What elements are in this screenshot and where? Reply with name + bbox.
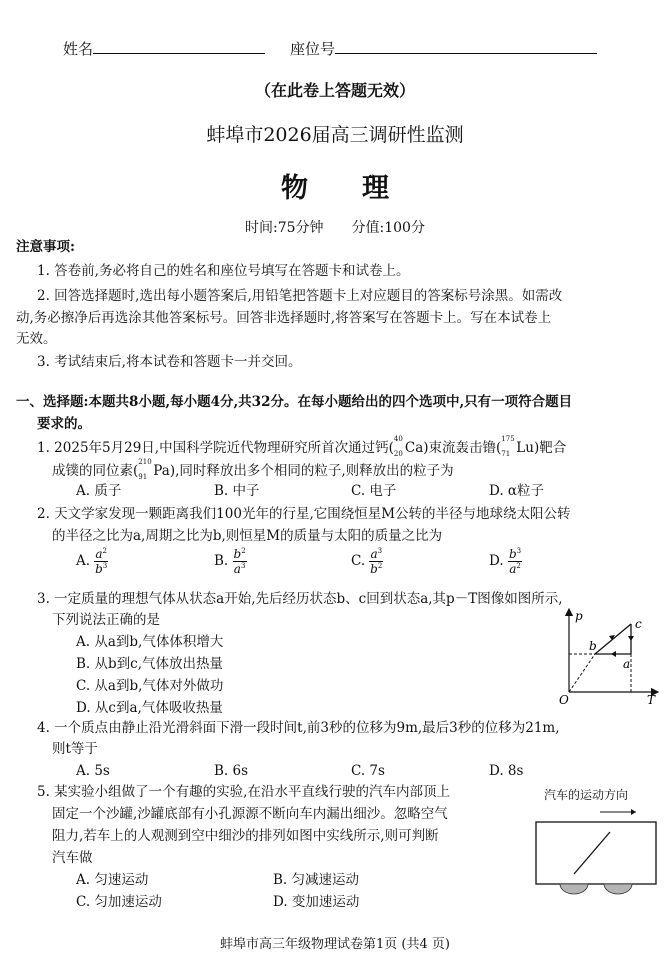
q1-option-a: A. 质子 [76, 483, 122, 499]
arrow-c-a [628, 636, 634, 641]
left-wheel [560, 884, 588, 894]
q3-pt-diagram [555, 608, 660, 708]
q1-line1: 1. 2025年5月29日,中国科学院近代物理研究所首次通过钙( 40 20 Ca)束流轰击镥( 175 71 Lu)靶合 [37, 435, 567, 458]
q4-option-c: C. 7s [351, 763, 385, 779]
car-body [536, 822, 656, 884]
label-t: T [647, 693, 656, 707]
direction-arrowhead [631, 809, 636, 815]
section1-heading: 一、选择题:本题共8小题,每小题4分,共32分。在每小题给出的四个选项中,只有一项符合题目 [16, 394, 573, 410]
car-direction-label: 汽车的运动方向 [544, 788, 629, 802]
q2-fraction-c: $\frac{a^3}{b^2}$ [370, 547, 383, 576]
q5-line2: 固定一个沙罐,沙罐底部有小孔源源不断向车内漏出细沙。忽略空气 [52, 806, 448, 822]
subject-title: 物 理 [281, 173, 389, 204]
q2-line2: 的半径之比为a,周期之比为b,则恒星M的质量与太阳的质量之比为 [52, 528, 443, 544]
path-b-to-c [595, 624, 631, 654]
q4-option-a: A. 5s [76, 763, 110, 779]
q5-option-d: D. 变加速运动 [273, 894, 360, 910]
q2-option-d: D. $\frac{b^3}{a^2}$ [489, 547, 522, 576]
note-3: 3. 考试结束后,将本试卷和答题卡一并交回。 [37, 354, 302, 370]
q1-option-d: D. α粒子 [489, 483, 545, 499]
name-label: 姓名 [63, 40, 94, 58]
q5-line1: 5. 某实验小组做了一个有趣的实验,在沿水平直线行驶的汽车内部顶上 [37, 784, 450, 800]
label-b: b [589, 639, 597, 653]
q3-line1: 3. 一定质量的理想气体从状态a开始,先后经历状态b、c回到状态a,其p－T图像如图所示, [37, 591, 563, 607]
isotope-pa: 210 91 Pa [138, 458, 170, 481]
q2-fraction-b: $\frac{b^2}{a^3}$ [233, 547, 246, 576]
q3-option-b: B. 从b到c,气体放出热量 [76, 656, 223, 672]
q2-option-a: A. $\frac{a^2}{b^3}$ [76, 547, 108, 576]
label-c: c [635, 617, 642, 631]
seat-field [290, 38, 597, 59]
exam-title: 蚌埠市2026届高三调研性监测 [206, 124, 464, 146]
name-blank [93, 39, 265, 54]
q2-fraction-d: $\frac{b^3}{a^2}$ [508, 547, 522, 576]
label-o: O [559, 693, 569, 707]
dashed-origin-line [569, 654, 595, 692]
q5-car-diagram [532, 800, 660, 900]
seat-label: 座位号 [290, 40, 336, 58]
q4-line2: 则t等于 [52, 741, 98, 757]
notes-title: 注意事项: [16, 239, 75, 255]
note-2-end: 无效。 [16, 331, 57, 347]
q1-option-c: C. 电子 [351, 483, 397, 499]
time-score: 时间:75分钟 分值:100分 [245, 220, 425, 236]
q4-line1: 4. 一个质点由静止沿光滑斜面下滑一段时间t,前3秒的位移为9m,最后3秒的位移为21m, [37, 720, 560, 736]
note-2: 2. 回答选择题时,选出每小题答案后,用铅笔把答题卡上对应题目的答案标号涂黑。如需改 [37, 288, 563, 304]
section1-heading-cont: 要求的。 [37, 416, 91, 432]
note-2-cont: 动,务必擦净后再选涂其他答案标号。回答非选择题时,将答案写在答题卡上。写在本试卷上 [16, 310, 552, 326]
q5-option-b: B. 匀减速运动 [273, 872, 360, 888]
q5-line3: 阻力,若车上的人观测到空中细沙的排列如图中实线所示,则可判断 [52, 828, 439, 844]
seat-blank [335, 39, 597, 54]
right-wheel [604, 884, 632, 894]
q5-option-a: A. 匀速运动 [76, 872, 149, 888]
q3-line2: 下列说法正确的是 [52, 612, 160, 628]
note-1: 1. 答卷前,务必将自己的姓名和座位号填写在答题卡和试卷上。 [37, 263, 410, 279]
q2-option-c: C. $\frac{a^3}{b^2}$ [351, 547, 383, 576]
label-p: p [575, 609, 583, 623]
isotope-ca: 40 20 Ca [393, 435, 424, 458]
q3-option-d: D. 从c到a,气体吸收热量 [76, 700, 223, 716]
arrow-a-b [611, 651, 616, 657]
q5-option-c: C. 匀加速运动 [76, 894, 162, 910]
isotope-lu: 175 71 Lu [501, 435, 534, 458]
q3-option-a: A. 从a到b,气体体积增大 [76, 634, 224, 650]
q4-option-d: D. 8s [489, 763, 524, 779]
label-a: a [623, 657, 631, 671]
q3-option-c: C. 从a到b,气体对外做功 [76, 678, 224, 694]
q4-option-b: B. 6s [214, 763, 249, 779]
invalid-notice: （在此卷上答题无效） [254, 81, 415, 100]
q2-line1: 2. 天文学家发现一颗距离我们100光年的行星,它围绕恒星M公转的半径与地球绕太阳公转 [37, 506, 571, 522]
q1-line2: 成镤的同位素( 210 91 Pa),同时释放出多个相同的粒子,则释放出的粒子为 [52, 458, 454, 481]
q2-option-b: B. $\frac{b^2}{a^3}$ [214, 547, 246, 576]
q5-line4: 汽车做 [52, 850, 93, 866]
q1-option-b: B. 中子 [214, 483, 260, 499]
q2-fraction-a: $\frac{a^2}{b^3}$ [95, 547, 108, 576]
name-field [63, 38, 265, 59]
page-footer: 蚌埠市高三年级物理试卷第1页 (共4 页) [220, 937, 450, 952]
